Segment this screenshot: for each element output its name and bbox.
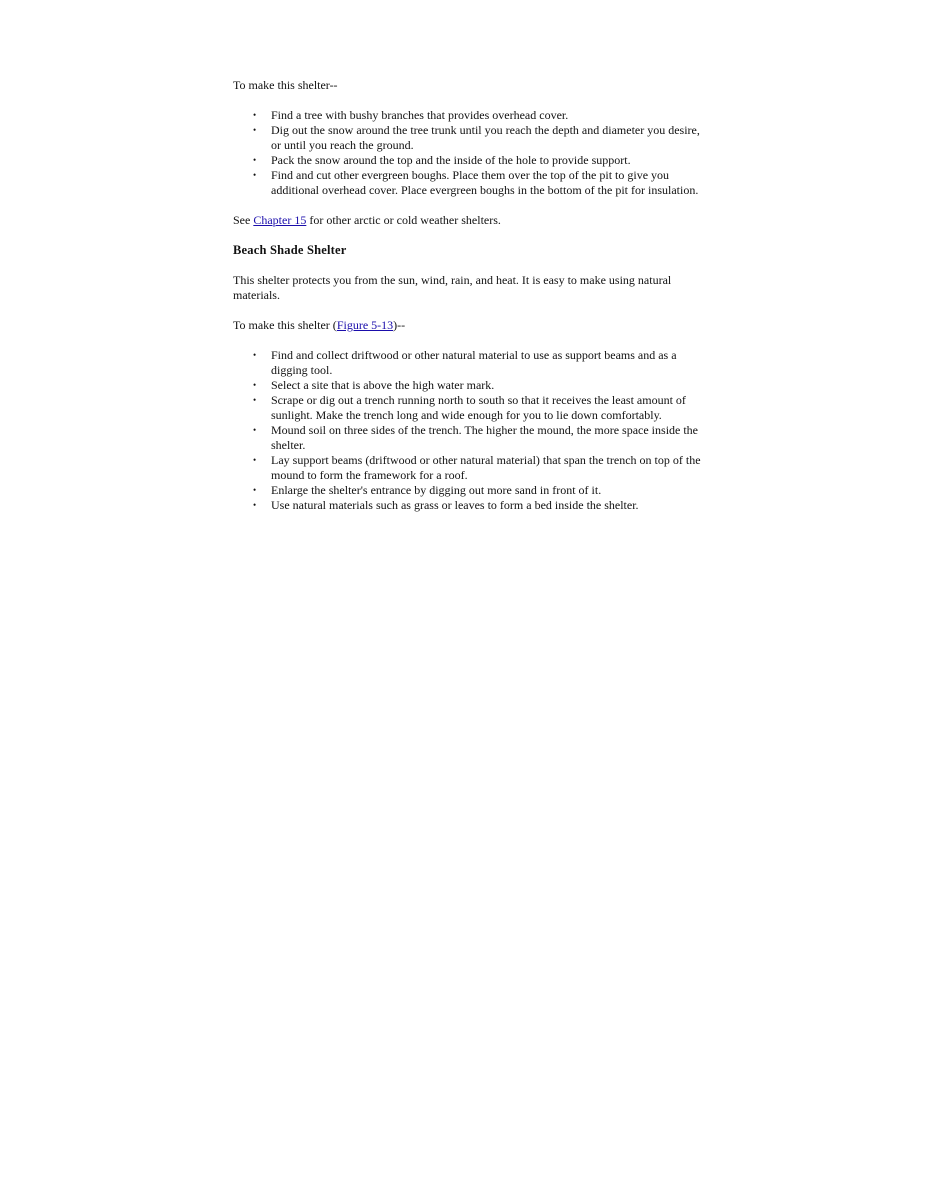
document-page [233,78,703,528]
bullet-icon: • [253,500,257,510]
list-item: • Find and cut other evergreen boughs. Place them over the top of the pit to give you additional overhead cover. Place evergreen boughs in the bottom of the pit for insulation. [253,168,699,197]
bullet-icon: • [253,485,257,495]
section1-intro: To make this shelter-- [233,78,338,92]
bullet-icon: • [253,380,257,390]
see-chapter-paragraph: See Chapter 15 for other arctic or cold weather shelters. [233,213,501,227]
bullet-icon: • [253,125,257,135]
chapter-15-link[interactable]: Chapter 15 [253,213,307,227]
list-item: • Enlarge the shelter's entrance by digging out more sand in front of it. [253,483,602,497]
section2-list [233,348,703,513]
list-item: • Lay support beams (driftwood or other natural material) that span the trench on top of the mound to form the framework for a roof. [253,453,701,482]
bullet-icon: • [253,110,257,120]
bullet-icon: • [253,395,257,405]
section1-list [233,108,703,198]
list-item: • Scrape or dig out a trench running north to south so that it receives the least amount of sunlight. Make the trench long and wide enough for you to lie down comfortably. [253,393,686,422]
bullet-icon: • [253,155,257,165]
section-heading: Beach Shade Shelter [233,243,347,257]
list-item: • Use natural materials such as grass or leaves to form a bed inside the shelter. [253,498,639,512]
list-item: • Mound soil on three sides of the trench. The higher the mound, the more space inside the shelter. [253,423,699,452]
bullet-icon: • [253,170,257,180]
section2-description: This shelter protects you from the sun, wind, rain, and heat. It is easy to make using natural materials. [233,273,672,302]
figure-5-13-link[interactable]: Figure 5-13 [336,318,394,332]
list-item: • Select a site that is above the high water mark. [253,378,495,392]
section2-intro: To make this shelter (Figure 5-13)-- [233,318,406,332]
list-item: • Pack the snow around the top and the inside of the hole to provide support. [253,153,631,167]
bullet-icon: • [253,425,257,435]
list-item: • Dig out the snow around the tree trunk until you reach the depth and diameter you desire, or until you reach the ground. [253,123,700,152]
list-item: • Find a tree with bushy branches that provides overhead cover. [253,108,569,122]
bullet-icon: • [253,350,257,360]
list-item: • Find and collect driftwood or other natural material to use as support beams and as a digging tool. [253,348,677,377]
bullet-icon: • [253,455,257,465]
